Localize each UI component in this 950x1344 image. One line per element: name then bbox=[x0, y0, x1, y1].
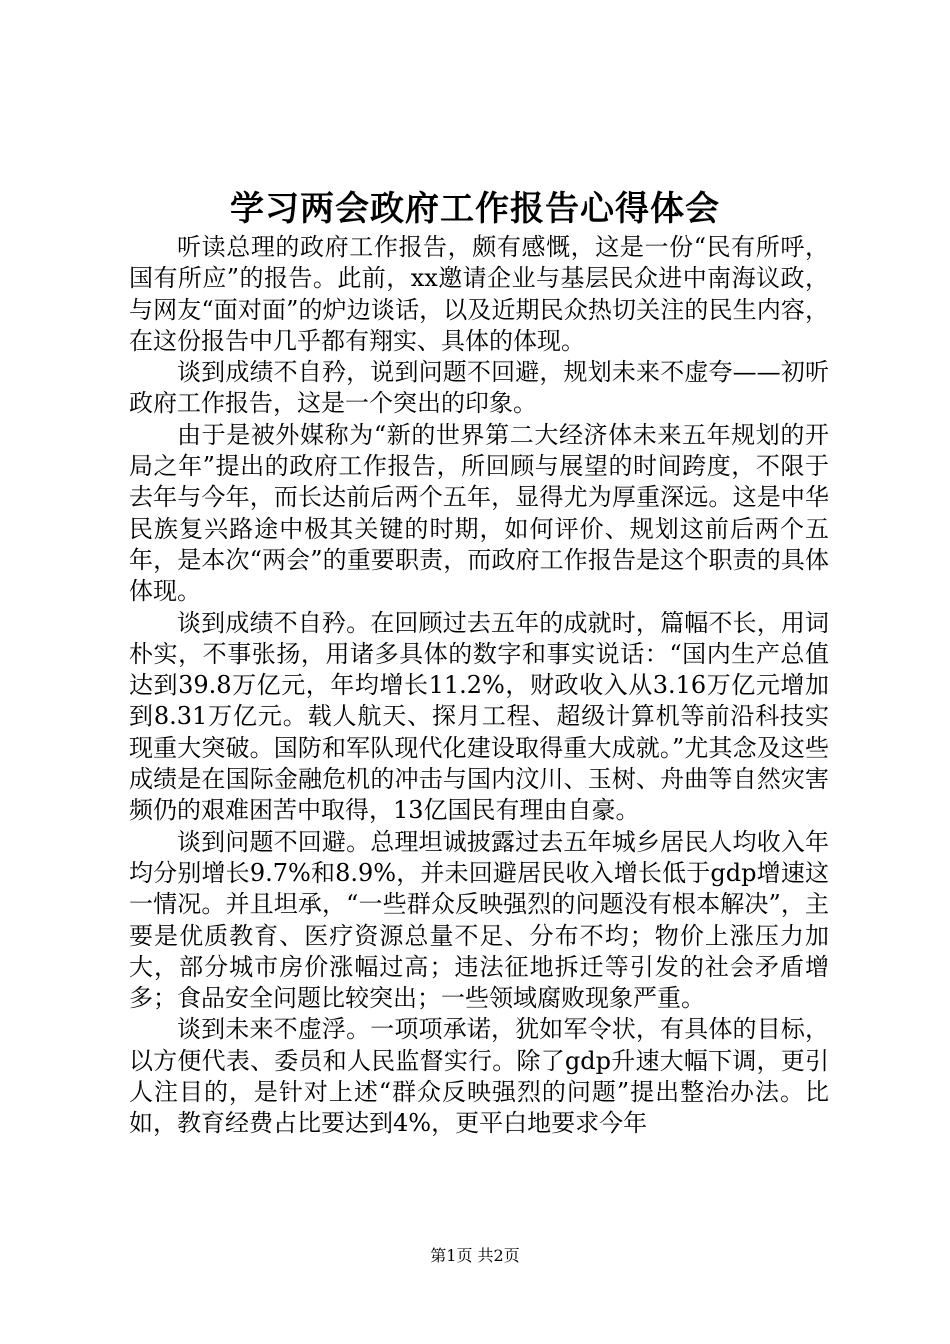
paragraph: 谈到未来不虚浮。一项项承诺，犹如军令状，有具体的目标，以方便代表、委员和人民监督实行。除了gdp升速大幅下调，更引人注目的，是针对上述“群众反映强烈的问题”提出整治办法。比如，教育经费占比要达到4%，更平白地要求今年 bbox=[129, 1015, 829, 1138]
paragraph: 谈到问题不回避。总理坦诚披露过去五年城乡居民人均收入年均分别增长9.7%和8.9%，并未回避居民收入增长低于gdp增速这一情况。并且坦承，“一些群众反映强烈的问题没有根本解决”，主要是优质教育、医疗资源总量不足、分布不均；物价上涨压力加大，部分城市房价涨幅过高；违法征地拆迁等引发的社会矛盾增多；食品安全问题比较突出；一些领域腐败现象严重。 bbox=[129, 827, 829, 1013]
document-title: 学习两会政府工作报告心得体会 bbox=[230, 189, 720, 229]
paragraph: 谈到成绩不自矜。在回顾过去五年的成就时，篇幅不长，用词朴实，不事张扬，用诸多具体的数字和事实说话：“国内生产总值达到39.8万亿元，年均增长11.2%，财政收入从3.16万亿元增加到8.31万亿元。载人航天、探月工程、超级计算机等前沿科技实现重大突破。国防和军队现代化建设取得重大成就。”尤其念及这些成绩是在国际金融危机的冲击与国内汶川、玉树、舟曲等自然灾害频仍的艰难困苦中取得，13亿国民有理由自豪。 bbox=[129, 608, 829, 825]
paragraph: 听读总理的政府工作报告，颇有感慨，这是一份“民有所呼，国有所应”的报告。此前，xx邀请企业与基层民众进中南海议政，与网友“面对面”的炉边谈话，以及近期民众热切关注的民生内容，在这份报告中几乎都有翔实、具体的体现。 bbox=[129, 233, 829, 355]
paragraph: 谈到成绩不自矜，说到问题不回避，规划未来不虚夸——初听政府工作报告，这是一个突出的印象。 bbox=[129, 358, 829, 418]
document-body bbox=[129, 232, 829, 1140]
page-number-footer: 第1页 共2页 bbox=[430, 1246, 520, 1265]
paragraph: 由于是被外媒称为“新的世界第二大经济体未来五年规划的开局之年”提出的政府工作报告，所回顾与展望的时间跨度，不限于去年与今年，而长达前后两个五年，显得尤为厚重深远。这是中华民族复兴路途中极其关键的时期，如何评价、规划这前后两个五年，是本次“两会”的重要职责，而政府工作报告是这个职责的具体体现。 bbox=[129, 420, 829, 606]
